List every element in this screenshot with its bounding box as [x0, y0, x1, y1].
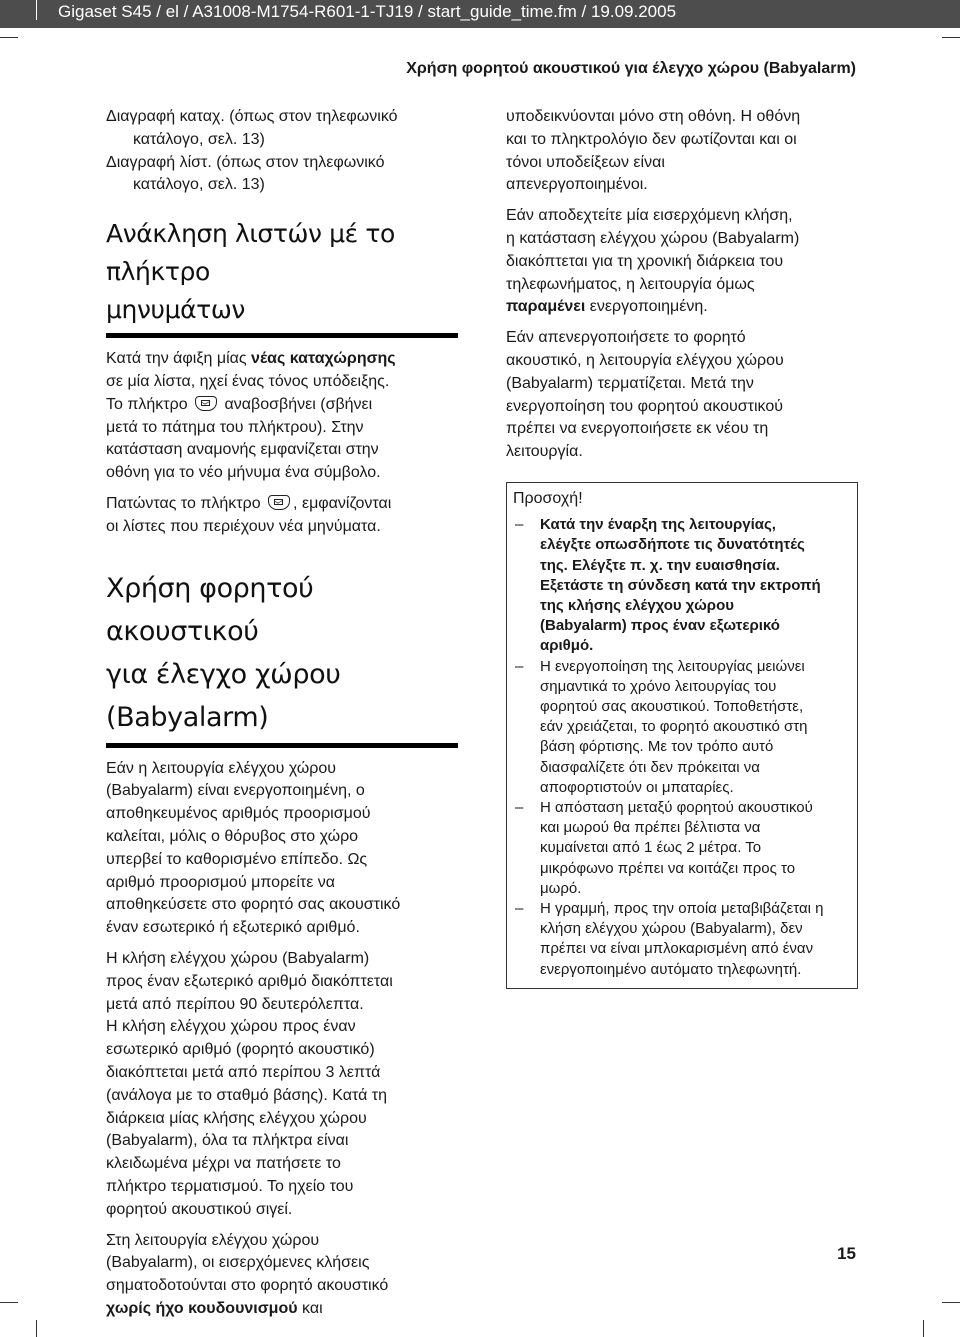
menu-item-delete-entry [106, 106, 458, 152]
menu-label: Διαγραφή καταχ. [106, 108, 225, 125]
text: σημαντικά το χρόνο λειτουργίας του [540, 677, 777, 695]
text: πρέπει να ενεργοποιήσετε εκ νέου τη [506, 420, 769, 438]
text-bold: παραμένει [506, 298, 586, 316]
message-key-icon [268, 495, 290, 510]
text: υπερβεί το καθορισμένο επίπεδο. Ως [106, 850, 368, 868]
text: (ανάλογα με το σταθμό βάσης). Κατά τη [106, 1086, 387, 1104]
warning-item [513, 899, 849, 980]
text-bold: αριθμό. [540, 637, 594, 655]
text: (Babyalarm), όλα τα πλήκτρα είναι [106, 1132, 349, 1150]
text: Κατά την άφιξη μίας [106, 350, 252, 368]
section-heading-babyalarm [106, 567, 458, 739]
heading-line: μηνυμάτων [106, 295, 245, 325]
crop-mark [36, 1320, 37, 1337]
text: Εάν η λειτουργία ελέγχου χώρου [106, 759, 337, 777]
text: μετά το πάτημα του πλήκτρου). Στην [106, 418, 364, 436]
text: μετά από περίπου 90 δευτερόλεπτα. [106, 995, 364, 1013]
text: σηματοδοτούνται στο φορητό ακουστικό [106, 1277, 389, 1295]
text: και μωρού θα πρέπει βέλτιστα να [540, 819, 761, 837]
text: έναν εσωτερικό ή εξωτερικό αριθμό. [106, 919, 360, 937]
text: σε μία λίστα, ηχεί ένας τόνος υπόδειξης. [106, 372, 390, 390]
running-title: Χρήση φορητού ακουστικού για έλεγχο χώρου (Babyalarm) [406, 60, 856, 77]
crop-mark [0, 1302, 18, 1303]
text: οι λίστες που περιέχουν νέα μηνύματα. [106, 517, 381, 535]
text: πλήκτρο τερματισμού. Το ηχείο του [106, 1177, 354, 1195]
text: Η κλήση ελέγχου χώρου (Babyalarm) [106, 949, 370, 967]
paragraph-press-key [106, 493, 458, 539]
text-bold: Εξετάστε τη σύνδεση κατά την εκτροπή [540, 576, 821, 594]
text: αποθηκεύσετε στο φορητό σας ακουστικό [106, 896, 401, 914]
crop-mark [942, 1302, 960, 1303]
paragraph-switch-off [506, 327, 858, 464]
text: Η κλήση ελέγχου χώρου προς έναν [106, 1018, 356, 1036]
heading-line: για έλεγχο χώρου [106, 658, 341, 690]
text: Η γραμμή, προς την οποία μεταβιβάζεται η [540, 900, 824, 918]
paragraph-new-entry [106, 348, 458, 485]
text-bold: Κατά την έναρξη της λειτουργίας, [540, 516, 776, 534]
text: κλήση ελέγχου χώρου (Babyalarm), δεν [540, 920, 803, 938]
menu-note-line2: κατάλογο, σελ. 13) [133, 130, 265, 148]
text: ακουστικό, η λειτουργία ελέγχου χώρου [506, 351, 784, 369]
text: ενεργοποιημένο αυτόματο τηλεφωνητή. [540, 960, 802, 978]
text: βάση φόρτισης. Με τον τρόπο αυτό [540, 738, 774, 756]
text: ενεργοποιημένη. [585, 298, 708, 316]
text: πρέπει να είναι μπλοκαρισμένη από έναν [540, 940, 814, 958]
text: και [297, 1299, 323, 1317]
text-bold: της. Ελέγξτε π. χ. την ευαισθησία. [540, 556, 780, 574]
warning-item [513, 798, 849, 899]
heading-line: (Babyalarm) [106, 701, 269, 733]
text-bold: ελέγξτε οπωσδήποτε τις δυνατότητές [540, 536, 805, 554]
left-column [106, 106, 458, 1329]
text: Η απόσταση μεταξύ φορητού ακουστικού [540, 799, 813, 816]
heading-rule [106, 333, 458, 338]
text: διακόπτεται μετά από περίπου 3 λεπτά [106, 1063, 381, 1081]
menu-note: (όπως στον τηλεφωνικό [229, 108, 398, 125]
paragraph-internal-call [106, 1016, 458, 1221]
text: διάρκεια μίας κλήσης ελέγχου χώρου [106, 1109, 367, 1127]
text: υποδεικνύονται μόνο στη οθόνη. Η οθόνη [506, 108, 801, 125]
text: κατάσταση αναμονής εμφανίζεται στην [106, 441, 379, 459]
paragraph-display-only [506, 106, 858, 197]
paragraph-external-call [106, 948, 458, 1016]
text: καλείται, μόλις ο θόρυβος στο χώρο [106, 827, 359, 845]
text: , εμφανίζονται [293, 494, 392, 512]
warning-box [506, 482, 858, 989]
text: ενεργοποίηση του φορητού ακουστικού [506, 397, 783, 415]
menu-label: Διαγραφή λίστ. [106, 153, 212, 171]
heading-line: Χρήση φορητού ακουστικού [106, 572, 314, 647]
text: τηλεφωνήματος, η λειτουργία όμως [506, 275, 755, 293]
text-bold: (Babyalarm) προς έναν εξωτερικό [540, 617, 780, 635]
paragraph-incoming-calls [106, 1230, 458, 1321]
menu-note: (όπως στον τηλεφωνικό [216, 153, 385, 171]
warning-title: Προσοχή! [513, 489, 583, 507]
text: Η ενεργοποίηση της λειτουργίας μειώνει [540, 657, 805, 675]
text: απενεργοποιημένοι. [506, 176, 648, 194]
text: αποθηκευμένος αριθμός προορισμού [106, 805, 371, 823]
text-bold: χωρίς ήχο κουδουνισμού [106, 1299, 298, 1317]
text-bold: νέας καταχώρησης [251, 350, 396, 368]
text: Στη λειτουργία ελέγχου χώρου [106, 1231, 320, 1249]
text: εσωτερικό αριθμό (φορητό ακουστικό) [106, 1041, 375, 1059]
text: και το πληκτρολόγιο δεν φωτίζονται και οι [506, 130, 797, 148]
dash: – [515, 900, 524, 918]
text: (Babyalarm), οι εισερχόμενες κλήσεις [106, 1254, 370, 1272]
heading-rule [106, 743, 458, 748]
dash: – [515, 657, 524, 675]
warning-item [513, 515, 849, 656]
menu-item-delete-list [106, 152, 458, 198]
dash: – [515, 799, 524, 816]
text: μωρό. [540, 879, 582, 897]
text: φορητού ακουστικού σιγεί. [106, 1200, 293, 1218]
text: Εάν απενεργοποιήσετε το φορητό [506, 329, 746, 347]
crop-mark [923, 1320, 924, 1337]
text: λειτουργία. [506, 443, 583, 461]
crop-mark [942, 37, 960, 38]
message-key-icon [195, 396, 217, 411]
text: τόνοι υποδείξεων είναι [506, 153, 665, 171]
section-heading-message-key [106, 215, 458, 329]
text: αριθμό προορισμού μπορείτε να [106, 873, 336, 891]
text: μικρόφωνο πρέπει να κοιτάζει προς το [540, 859, 796, 877]
text: Πατώντας το πλήκτρο [106, 494, 261, 512]
paragraph-babyalarm-intro [106, 758, 458, 940]
right-column [506, 106, 858, 989]
text: κλειδωμένα μέχρι να πατήσετε το [106, 1155, 341, 1173]
warning-item [513, 657, 849, 798]
heading-line: Ανάκληση λιστών μέ το πλήκτρο [106, 219, 395, 287]
text: διακόπτεται για τη χρονική διάρκεια του [506, 252, 784, 270]
text: αποφορτιστούν οι μπαταρίες. [540, 778, 734, 796]
text: διασφαλίζετε ότι δεν πρόκειται να [540, 758, 760, 776]
text: Εάν αποδεχτείτε μία εισερχόμενη κλήση, [506, 207, 793, 225]
text: η κατάσταση ελέγχου χώρου (Babyalarm) [506, 229, 800, 247]
crop-mark [0, 37, 18, 38]
page-number: 15 [837, 1244, 856, 1263]
text: φορητού σας ακουστικού. Τοποθετήστε, [540, 697, 804, 715]
dash: – [515, 516, 524, 534]
text: εάν χρειάζεται, το φορητό ακουστικό στη [540, 718, 808, 736]
header-text: Gigaset S45 / el / A31008-M1754-R601-1-TJ19 / start_guide_time.fm / 19.09.2005 [58, 2, 677, 21]
text: (Babyalarm) τερματίζεται. Μετά την [506, 374, 754, 392]
text: οθόνη για το νέο μήνυμα ένα σύμβολο. [106, 464, 381, 482]
text: Το πλήκτρο [106, 395, 188, 413]
text: κυμαίνεται από 1 έως 2 μέτρα. Το [540, 839, 762, 857]
crop-mark [36, 0, 37, 20]
text: αναβοσβήνει (σβήνει [224, 395, 373, 413]
text: (Babyalarm) είναι ενεργοποιημένη, ο [106, 782, 365, 800]
menu-note-line2: κατάλογο, σελ. 13) [133, 176, 265, 194]
paragraph-accept-call [506, 205, 858, 319]
text-bold: της κλήσης ελέγχου χώρου [540, 596, 734, 614]
text: προς έναν εξωτερικό αριθμό διακόπτεται [106, 972, 393, 990]
